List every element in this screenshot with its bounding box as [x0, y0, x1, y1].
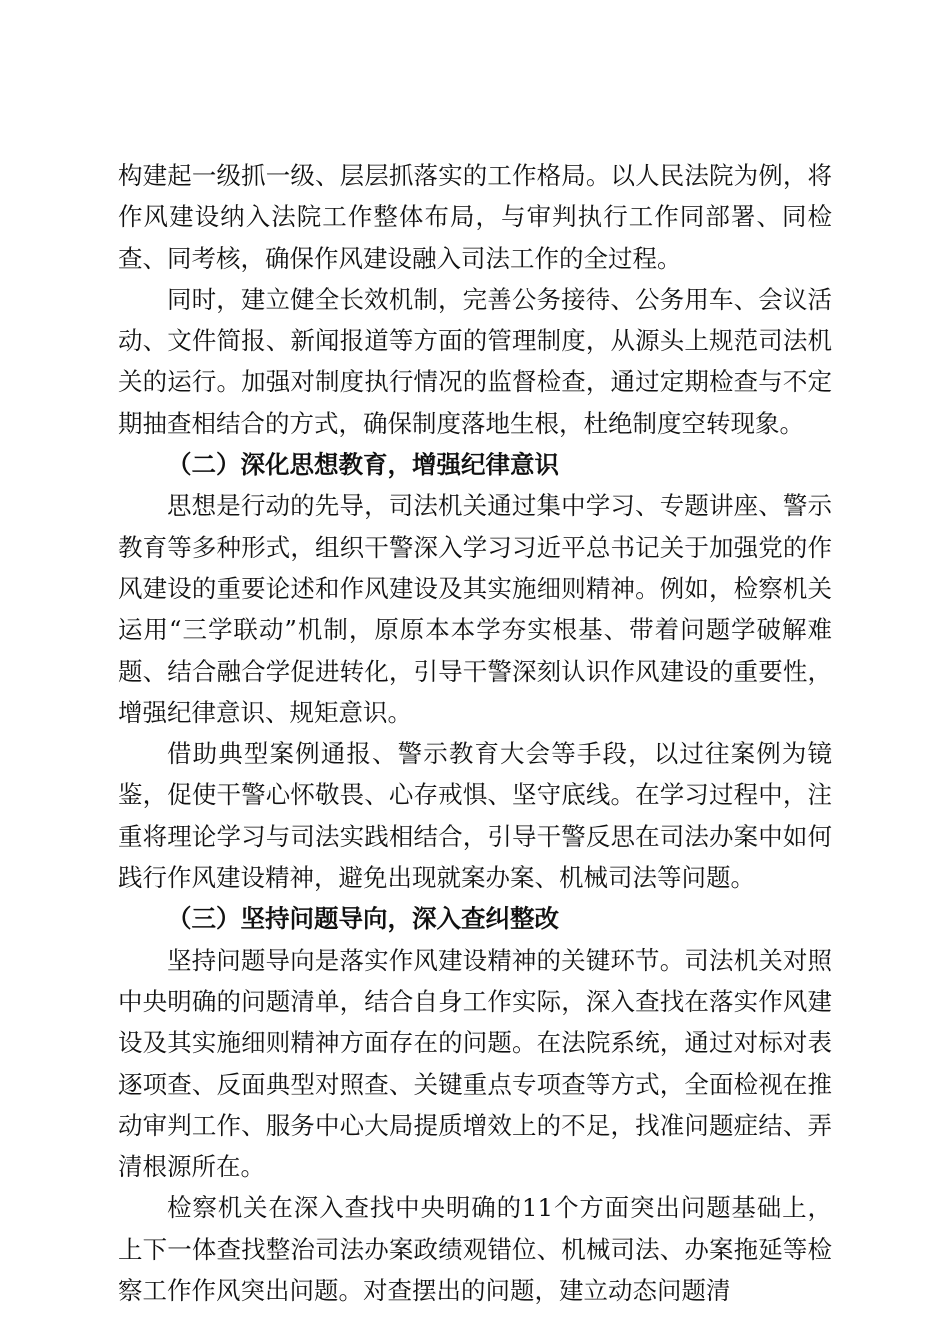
paragraph-warning-education: 借助典型案例通报、警示教育大会等手段，以过往案例为镜鉴，促使干警心怀敬畏、心存戒惧、坚守底线。在学习过程中，注重将理论学习与司法实践相结合，引导干警反思在司法办案中如何践行作风建设精神，避免出现就案办案、机械司法等问题。: [118, 739, 832, 893]
paragraph-procuratorate-rectification: 检察机关在深入查找中央明确的11个方面突出问题基础上，上下一体查找整治司法办案政绩观错位、机械司法、办案拖延等检察工作作风突出问题。对查摆出的问题，建立动态问题清: [118, 1193, 832, 1306]
paragraph-problem-orientation: 坚持问题导向是落实作风建设精神的关键环节。司法机关对照中央明确的问题清单，结合自身工作实际，深入查找在落实作风建设及其实施细则精神方面存在的问题。在法院系统，通过对标对表逐项查、反面典型对照查、关键重点专项查等方式，全面检视在推动审判工作、服务中心大局提质增效上的不足，找准问题症结、弄清根源所在。: [118, 945, 832, 1182]
paragraph-continuation: 构建起一级抓一级、层层抓落实的工作格局。以人民法院为例，将作风建设纳入法院工作整体布局，与审判执行工作同部署、同检查、同考核，确保作风建设融入司法工作的全过程。: [118, 161, 832, 273]
section-heading-3: （三）坚持问题导向，深入查纠整改: [167, 904, 559, 934]
paragraph-ideological-study: 思想是行动的先导，司法机关通过集中学习、专题讲座、警示教育等多种形式，组织干警深入学习习近平总书记关于加强党的作风建设的重要论述和作风建设及其实施细则精神。例如，检察机关运用“三学联动”机制，原原本本学夯实根基、带着问题学破解难题、结合融合学促进转化，引导干警深刻认识作风建设的重要性，增强纪律意识、规矩意识。: [118, 491, 832, 727]
section-heading-2: （二）深化思想教育，增强纪律意识: [167, 450, 559, 480]
paragraph-long-term-mechanism: 同时，建立健全长效机制，完善公务接待、公务用车、会议活动、文件简报、新闻报道等方面的管理制度，从源头上规范司法机关的运行。加强对制度执行情况的监督检查，通过定期检查与不定期抽查相结合的方式，确保制度落地生根，杜绝制度空转现象。: [118, 284, 832, 438]
document-page: [118, 155, 832, 1311]
